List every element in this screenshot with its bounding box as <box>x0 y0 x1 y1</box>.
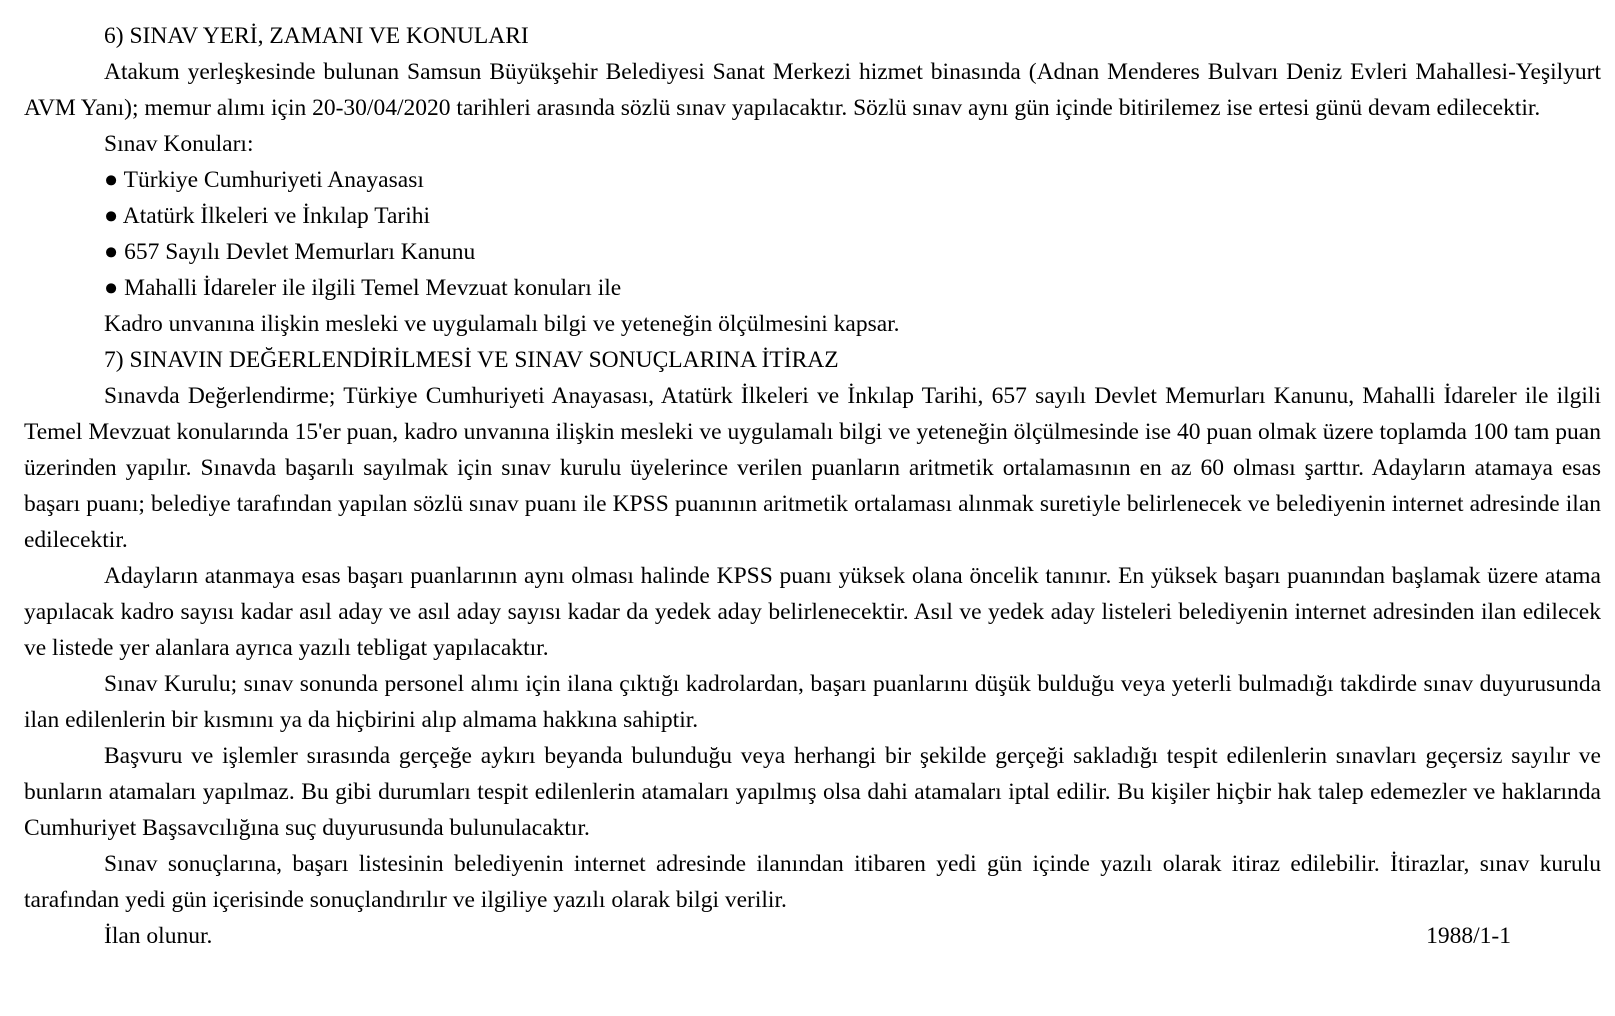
announcement-document <box>24 18 1601 954</box>
evaluation-paragraph: Sınavda Değerlendirme; Türkiye Cumhuriyeti Anayasası, Atatürk İlkeleri ve İnkılap Tarihi, 657 sayılı Devlet Memurları Kanunu, Mahalli İdareler ile ilgili Temel Mevzuat konularında 15'er puan, kadro unvanına ilişkin mesleki ve uygulamalı bilgi ve yeteneğin ölçülmesinde ise 40 puan olmak üzere toplamda 100 tam puan üzerinden yapılır. Sınavda başarılı sayılmak için sınav kurulu üyelerince verilen puanların aritmetik ortalamasının en az 60 olması şarttır. Adayların atamaya esas başarı puanı; belediye tarafından yapılan sözlü sınav puanı ile KPSS puanının aritmetik ortalaması alınmak suretiyle belirlenecek ve belediyenin internet adresinde ilan edilecektir. <box>24 383 1601 553</box>
exam-topics-tail: Kadro unvanına ilişkin mesleki ve uygulamalı bilgi ve yeteneğin ölçülmesini kapsar. <box>104 311 900 337</box>
exam-topic-item: ● 657 Sayılı Devlet Memurları Kanunu <box>104 239 476 265</box>
closing-line <box>24 918 1601 954</box>
ranking-paragraph: Adayların atanmaya esas başarı puanlarının aynı olması halinde KPSS puanı yüksek olana öncelik tanınır. En yüksek başarı puanından başlamak üzere atama yapılacak kadro sayısı kadar asıl aday ve asıl aday sayısı kadar da yedek aday belirlenecektir. Asıl ve yedek aday listeleri belediyenin internet adresinden ilan edilecek ve listede yer alanlara ayrıca yazılı tebligat yapılacaktır. <box>24 563 1601 661</box>
section-6-heading: 6) SINAV YERİ, ZAMANI VE KONULARI <box>104 23 529 49</box>
exam-board-paragraph: Sınav Kurulu; sınav sonunda personel alımı için ilana çıktığı kadrolardan, başarı puanlarını düşük bulduğu veya yeterli bulmadığı takdirde sınav duyurusunda ilan edilenlerin bir kısmını ya da hiçbirini alıp almama hakkına sahiptir. <box>24 671 1601 733</box>
objection-paragraph: Sınav sonuçlarına, başarı listesinin belediyenin internet adresinde ilanından itibaren yedi gün içinde yazılı olarak itiraz edilebilir. İtirazlar, sınav kurulu tarafından yedi gün içerisinde sonuçlandırılır ve ilgiliye yazılı olarak bilgi verilir. <box>24 851 1601 913</box>
exam-topic-item: ● Mahalli İdareler ile ilgili Temel Mevzuat konuları ile <box>104 275 622 301</box>
closing-text: İlan olunur. <box>104 923 213 949</box>
announcement-reference-number: 1988/1-1 <box>1426 923 1511 949</box>
exam-topics-label: Sınav Konuları: <box>104 131 254 157</box>
section-7-heading: 7) SINAVIN DEĞERLENDİRİLMESİ VE SINAV SONUÇLARINA İTİRAZ <box>104 347 839 373</box>
false-statement-paragraph: Başvuru ve işlemler sırasında gerçeğe aykırı beyanda bulunduğu veya herhangi bir şekilde gerçeği sakladığı tespit edilenlerin sınavları geçersiz sayılır ve bunların atamaları yapılmaz. Bu gibi durumları tespit edilenlerin atamaları yapılmış olsa dahi atamaları iptal edilir. Bu kişiler hiçbir hak talep edemezler ve haklarında Cumhuriyet Başsavcılığına suç duyurusunda bulunulacaktır. <box>24 743 1601 841</box>
exam-topic-item: ● Türkiye Cumhuriyeti Anayasası <box>104 167 424 193</box>
exam-location-paragraph: Atakum yerleşkesinde bulunan Samsun Büyükşehir Belediyesi Sanat Merkezi hizmet binasında (Adnan Menderes Bulvarı Deniz Evleri Mahallesi-Yeşilyurt AVM Yanı); memur alımı için 20-30/04/2020 tarihleri arasında sözlü sınav yapılacaktır. Sözlü sınav aynı gün içinde bitirilemez ise ertesi günü devam edilecektir. <box>24 59 1601 121</box>
exam-topic-item: ● Atatürk İlkeleri ve İnkılap Tarihi <box>104 203 431 229</box>
